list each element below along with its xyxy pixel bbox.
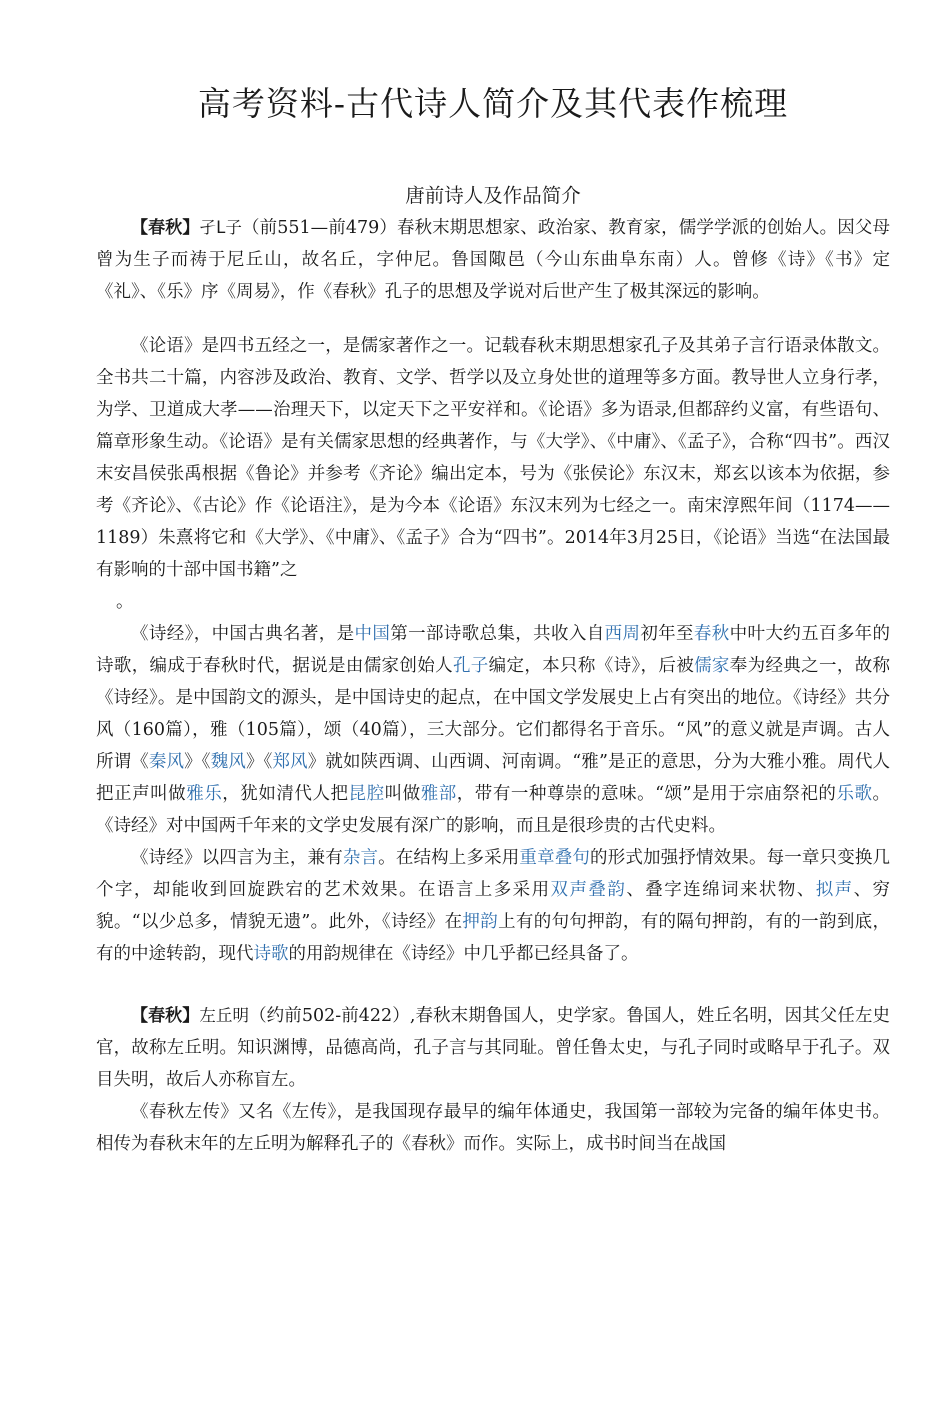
paragraph-text: 《论语》是四书五经之一，是儒家著作之一。记载春秋末期思想家孔子及其弟子言行语录体散文。全书共二十篇，内容涉及政治、教育、文学、哲学以及立身处世的道理等多方面。教导世人立身行孝，为学、卫道成大孝——治理天下，以定天下之平安祥和。《论语》多为语录,但都辞约义富，有些语句、篇章形象生动。《论语》是有关儒家思想的经典著作，与《大学》、《中庸》、《孟子》，合称“四书”。西汉末安昌侯张禹根据《鲁论》并参考《齐论》编出定本，号为《张侯论》东汉末，郑玄以该本为依据，参考《齐论》、《古论》作《论语注》，是为今本《论语》东汉末列为七经之一。南宋淳熙年间（1174——1189）朱熹将它和《大学》、《中庸》、《孟子》合为“四书”。2014年3月25日，《论语》当选“在法国最有影响的十部中国书籍”之 [96, 336, 890, 580]
text-run: ，犹如清代人把 [222, 784, 349, 804]
text-run: 《诗经》以四言为主，兼有 [131, 848, 343, 868]
section-heading: 唐前诗人及作品简介 [405, 184, 581, 207]
link-kunqiang[interactable]: 昆腔 [348, 784, 385, 804]
text-run: 上有的句句押韵，有的隔句押韵，有的一韵到底，有的中途转韵，现代 [96, 912, 891, 964]
link-yabu[interactable]: 雅部 [420, 784, 457, 804]
text-run: 叫做 [384, 784, 421, 804]
link-yuege[interactable]: 乐歌 [836, 784, 873, 804]
link-weifeng[interactable]: 魏风 [210, 752, 246, 772]
link-shige[interactable]: 诗歌 [253, 944, 289, 964]
text-run: 中叶大约五百多年的诗歌，编成于春秋时代，据说是由儒家创始人 [96, 624, 891, 676]
document-title: 高考资料-古代诗人简介及其代表作梳理 [197, 84, 789, 123]
text-run: 的用韵规律在《诗经》中几乎都已经具备了。 [288, 944, 639, 964]
text-run: 》《 [184, 752, 211, 772]
person-name: 孑L子 [199, 218, 242, 237]
text-run: 》《 [245, 752, 273, 772]
paragraph-confucius [96, 212, 890, 308]
link-shuangsheng[interactable]: 双声叠韵 [550, 880, 627, 900]
text-run: 编定，本只称《诗》，后被 [488, 656, 695, 676]
link-xizhou[interactable]: 西周 [604, 624, 641, 644]
paragraph-text: （前551—前479）春秋末期思想家、政治家、教育家，儒学学派的创始人。因父母曾为生子而祷于尼丘山，故名丘，字仲尼。鲁国陬邑（今山东曲阜东南）人。曾修《诗》《书》定《礼》、《乐》序《周易》，作《春秋》孔子的思想及学说对后世产生了极其深远的影响。 [96, 218, 890, 302]
link-zhengfeng[interactable]: 郑风 [272, 752, 308, 772]
text-run: 、穷貌。“以少总多，情貌无遗”。此外，《诗经》在 [96, 880, 891, 932]
era-tag: 【春秋】 [131, 1006, 200, 1026]
link-kongzi[interactable]: 孔子 [452, 656, 489, 676]
text-run: 、叠字连绵词来状物、 [626, 880, 816, 900]
person-name: 左丘明 [199, 1006, 250, 1025]
paragraph-lunyu [96, 330, 890, 586]
text-run: 初年至 [640, 624, 694, 644]
text-run: 奉为经典之一，故称《诗经》。是中国韵文的源头，是中国诗史的起点，在中国文学发展史上占有突出的地位。《诗经》共分风（160篇），雅（105篇），颂（40篇），三大部分。它们都得名于音乐。“风”的意义就是声调。古人所谓《 [96, 656, 891, 772]
link-zhongguo[interactable]: 中国 [354, 624, 391, 644]
document-page [0, 80, 950, 1424]
link-chunqiu[interactable]: 春秋 [693, 624, 730, 644]
era-tag: 【春秋】 [131, 218, 200, 238]
paragraph-shijing [96, 618, 890, 842]
paragraph-tail: 。 [116, 592, 134, 612]
link-nisheng[interactable]: 拟声 [815, 880, 854, 900]
text-run: ，带有一种尊崇的意味。“颂”是用于宗庙祭祀的 [456, 784, 837, 804]
link-qinfeng[interactable]: 秦风 [148, 752, 185, 772]
text-run: 《诗经》，中国古典名著，是 [131, 624, 355, 644]
text-run: 第一部诗歌总集，共收入自 [390, 624, 605, 644]
text-run: 的形式加强抒情效果。每一章只变换几个字，却能收到回旋跌宕的艺术效果。在语言上多采用 [96, 848, 891, 900]
link-rujia[interactable]: 儒家 [694, 656, 730, 676]
paragraph-zuozhuan [96, 1096, 890, 1160]
paragraph-zuoqiuming [96, 1000, 890, 1096]
text-run: 》就如陕西调、山西调、河南调。“雅”是正的意思，分为大雅小雅。周代人把正声叫做 [96, 752, 891, 804]
paragraph-shijing-style [96, 842, 890, 970]
text-run: 。《诗经》对中国两千年来的文学史发展有深广的影响，而且是很珍贵的古代史料。 [96, 784, 891, 836]
paragraph-text: 《春秋左传》又名《左传》，是我国现存最早的编年体通史，我国第一部较为完备的编年体史书。相传为春秋末年的左丘明为解释孔子的《春秋》而作。实际上，成书时间当在战国 [96, 1102, 890, 1154]
link-yayue[interactable]: 雅乐 [186, 784, 223, 804]
text-run: 。在结构上多采用 [378, 848, 520, 868]
link-zayan[interactable]: 杂言 [342, 848, 379, 868]
paragraph-text: （约前502-前422）,春秋末期鲁国人，史学家。鲁国人，姓丘名明，因其父任左史官，故称左丘明。知识渊博，品德高尚，孔子言与其同耻。曾任鲁太史，与孔子同时或略早于孔子。双目失明，故后人亦称盲左。 [96, 1006, 891, 1090]
link-chongzhang[interactable]: 重章叠句 [519, 848, 591, 868]
link-yayun[interactable]: 押韵 [462, 912, 499, 932]
